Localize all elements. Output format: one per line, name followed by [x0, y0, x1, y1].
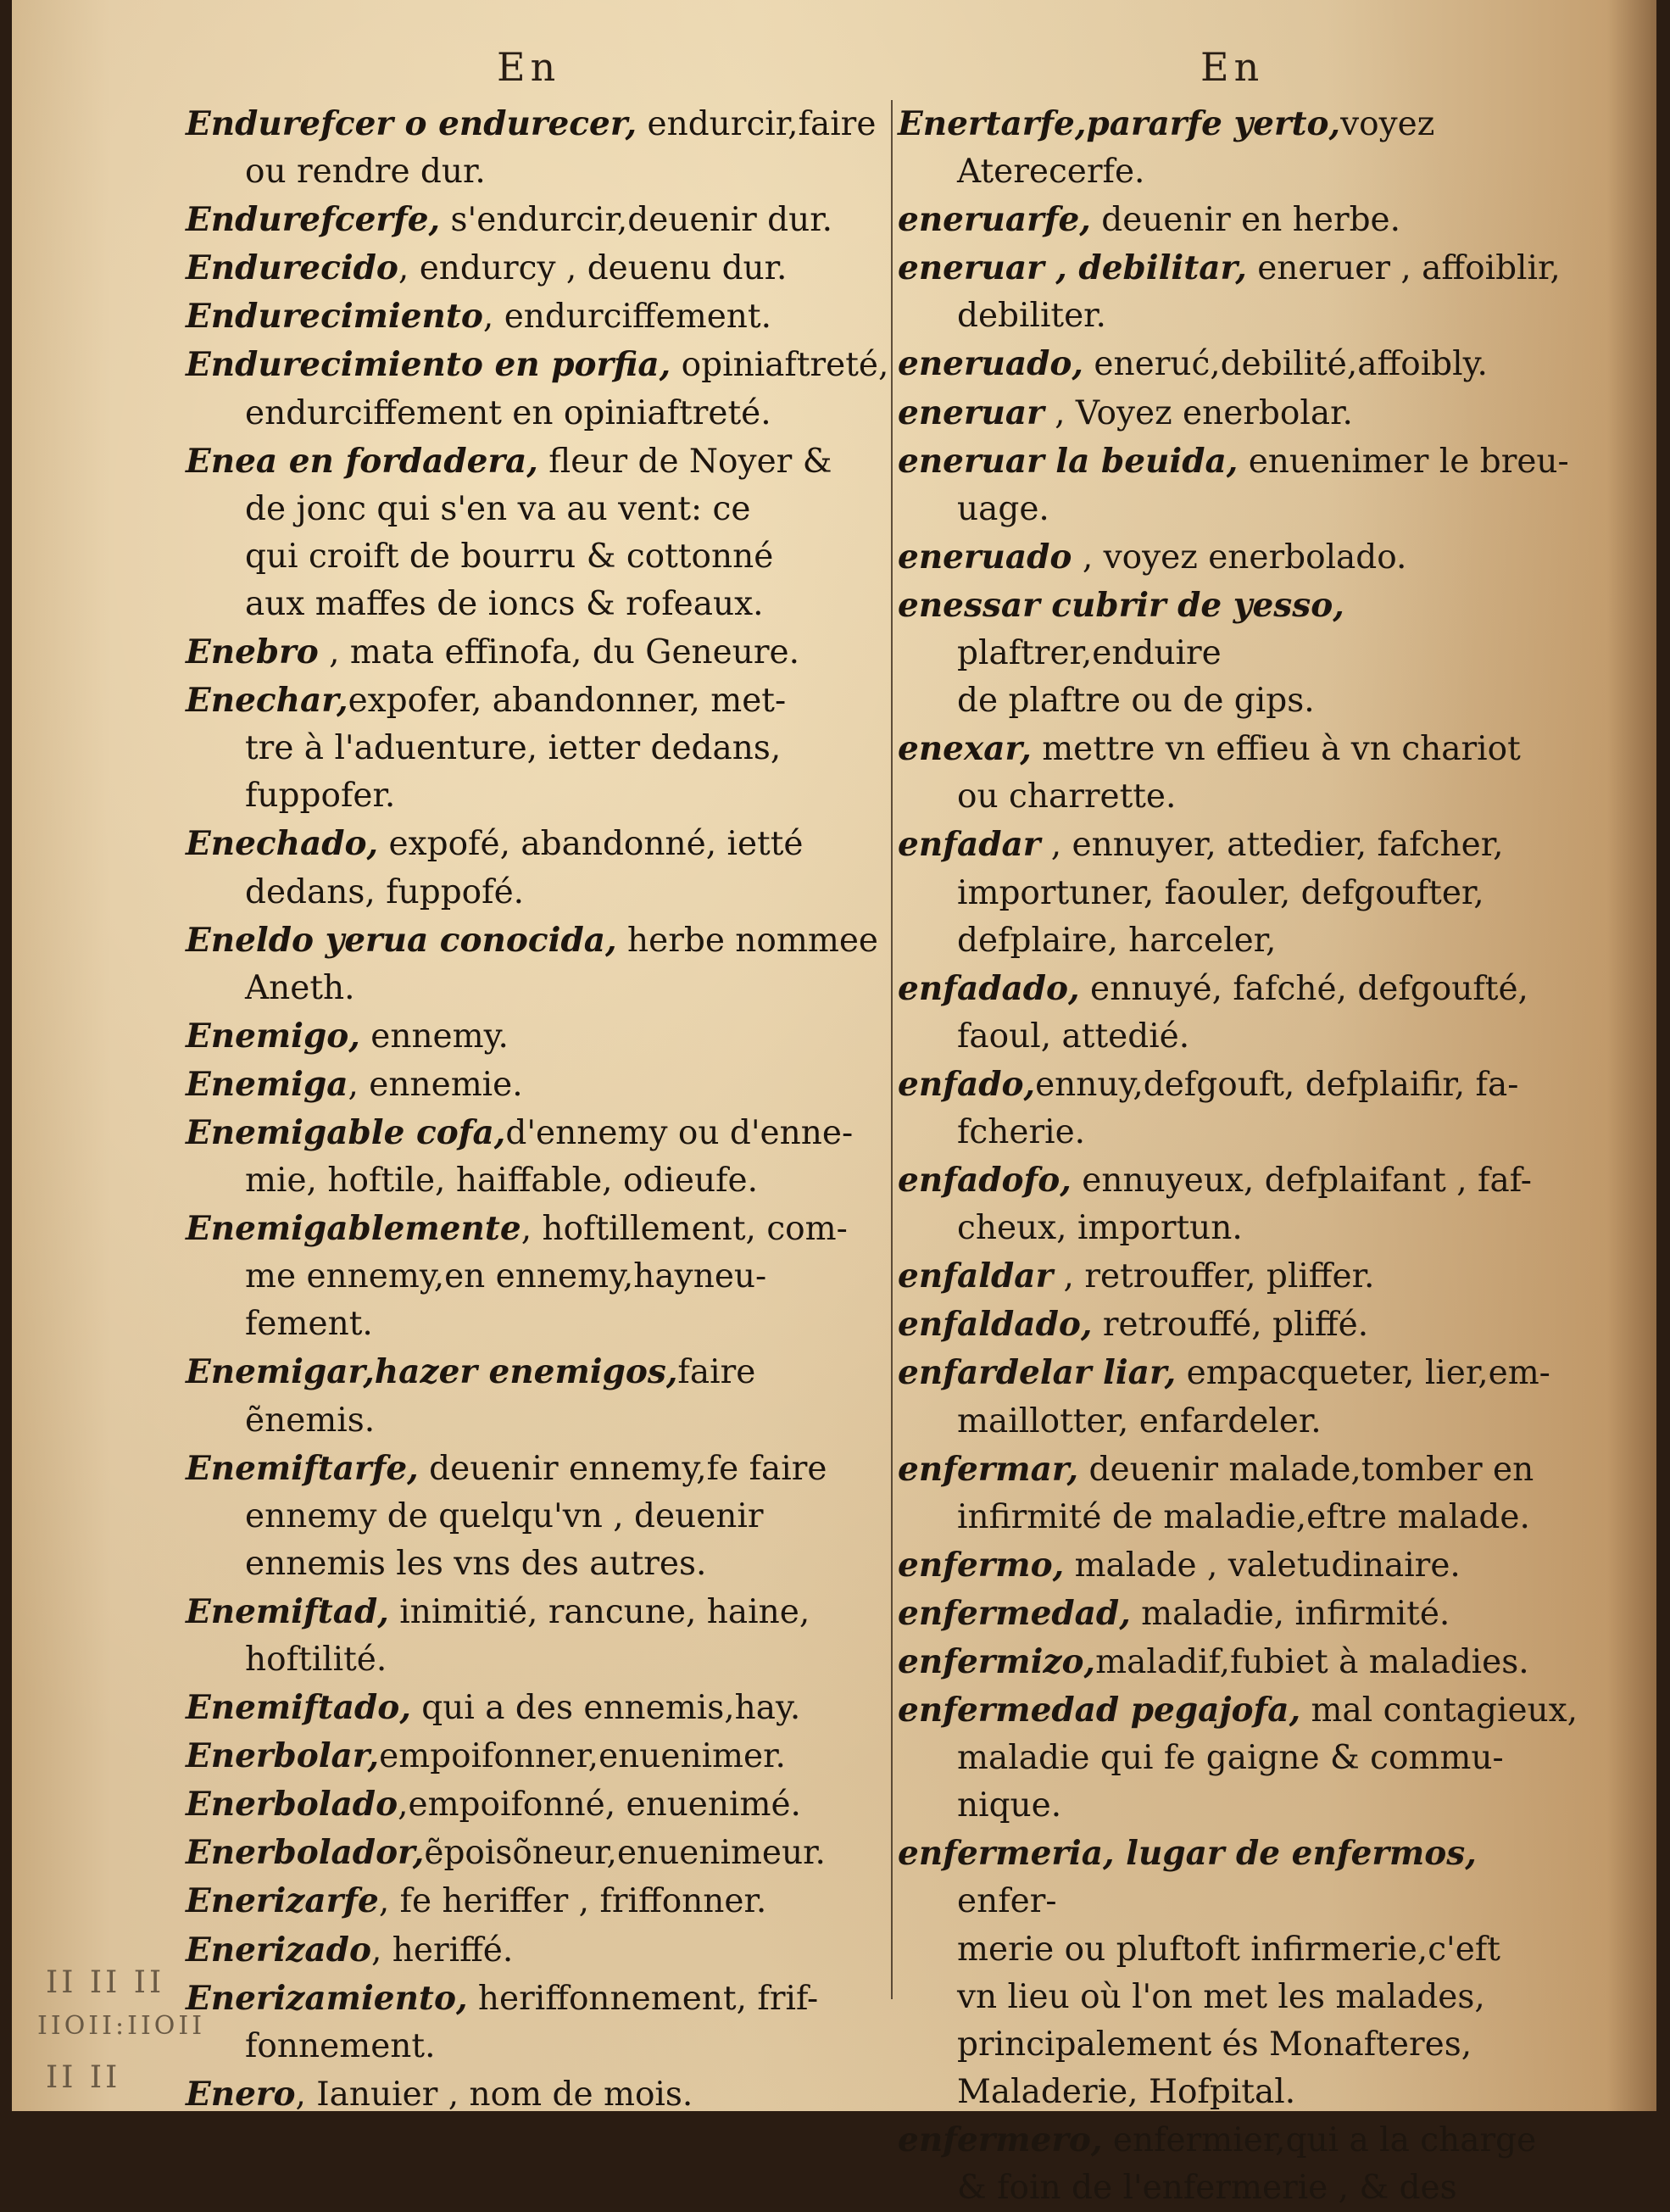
- headword: Endurecimiento en porfia,: [186, 345, 671, 385]
- dictionary-entry: [898, 725, 1584, 821]
- dictionary-entry: [898, 100, 1584, 196]
- definition: expofé, abandonné, ietté: [378, 825, 804, 864]
- dictionary-entry: [898, 1061, 1584, 1156]
- headword: Enemiftarfe,: [186, 1448, 419, 1488]
- dictionary-entry: [186, 917, 889, 1012]
- dictionary-entry: [186, 1012, 889, 1061]
- dictionary-entry: [186, 437, 889, 628]
- definition-continuation: fuppofer.: [245, 777, 396, 816]
- definition-continuation: debiliter.: [957, 297, 1106, 336]
- definition-continuation: ou rendre dur.: [245, 153, 486, 192]
- dictionary-entry: [186, 820, 889, 916]
- definition-continuation: tre à l'aduenture, ietter dedans,: [245, 729, 782, 768]
- definition-continuation: fement.: [245, 1305, 373, 1344]
- margin-mark: II II II: [46, 1965, 165, 2000]
- headword: Enerizamiento,: [186, 1978, 468, 2018]
- running-head-right: En: [1200, 44, 1265, 90]
- right-column: [898, 100, 1584, 2212]
- definition: plaftrer,enduire: [957, 634, 1222, 673]
- definition-continuation: fcherie.: [957, 1112, 1086, 1151]
- dictionary-entry: [186, 677, 889, 820]
- headword: enfermizo,: [898, 1642, 1096, 1681]
- definition: enuenimer le breu-: [1238, 442, 1569, 481]
- headword: eneruar la beuida,: [898, 441, 1239, 481]
- definition-continuation: hoftilité.: [245, 1641, 387, 1679]
- headword: Enemiga: [186, 1064, 348, 1104]
- margin-mark: II II: [46, 2060, 121, 2095]
- headword: Enemiftad,: [186, 1591, 389, 1631]
- definition-continuation: & foin de l'enfermerie , & des: [957, 2169, 1457, 2208]
- headword: enessar cubrir de yesso,: [898, 585, 1344, 625]
- headword: enexar,: [898, 729, 1032, 769]
- definition-continuation: Aneth.: [245, 968, 355, 1007]
- definition-continuation: me ennemy,en ennemy,hayneu-: [245, 1257, 767, 1296]
- definition: faire ẽnemis.: [245, 1353, 756, 1440]
- definition: inimitié, rancune, haine,: [388, 1592, 810, 1631]
- dictionary-entry: [898, 965, 1584, 1061]
- definition: , voyez enerbolado.: [1072, 538, 1407, 577]
- dictionary-entry: [186, 1588, 889, 1684]
- definition: , heriffé.: [370, 1931, 514, 1970]
- headword: enfermar,: [898, 1449, 1079, 1489]
- headword: Enerbolar,: [186, 1736, 380, 1776]
- dictionary-entry: [898, 1252, 1584, 1301]
- headword: Endurefcerfe,: [186, 200, 441, 240]
- definition-continuation: ennemy de quelqu'vn , deuenir: [245, 1496, 764, 1535]
- dictionary-entry: [898, 244, 1584, 340]
- headword: Enechado,: [186, 824, 379, 864]
- definition: , Ianuier , nom de mois.: [295, 2075, 693, 2114]
- definition: ennuyeux, defplaifant , faf-: [1071, 1162, 1532, 1201]
- dictionary-entry: [898, 437, 1584, 533]
- dictionary-entry: [186, 100, 889, 196]
- dictionary-entry: [898, 1349, 1584, 1445]
- definition: retrouffé, pliffé.: [1092, 1306, 1369, 1345]
- headword: Enerizado: [186, 1930, 371, 1970]
- headword: eneruado,: [898, 344, 1084, 384]
- headword: Enerbolador,: [186, 1833, 425, 1873]
- definition: s'endurcir,deuenir dur.: [440, 201, 832, 240]
- definition: empoifonner,enuenimer.: [379, 1737, 786, 1776]
- definition-continuation: qui croift de bourru & cottonné: [245, 537, 774, 576]
- dictionary-entry: [898, 1156, 1584, 1252]
- headword: enfadar: [898, 825, 1041, 865]
- dictionary-entry: [898, 1830, 1584, 2116]
- definition-continuation: aux maffes de ioncs & rofeaux.: [245, 584, 764, 623]
- definition-continuation: ennemis les vns des autres.: [245, 1544, 707, 1583]
- headword: enfaldado,: [898, 1305, 1093, 1345]
- dictionary-entry: [898, 1686, 1584, 1830]
- headword: Endurefcer o endurecer,: [186, 104, 637, 143]
- definition-continuation: merie ou pluftoft infirmerie,c'eft: [957, 1930, 1500, 1969]
- definition: ennuy,defgouft, defplaifir, fa-: [1035, 1065, 1519, 1104]
- definition-continuation: maillotter, enfardeler.: [957, 1401, 1322, 1440]
- definition-continuation: importuner, faouler, defgoufter,: [957, 873, 1484, 912]
- definition-continuation: maladie qui fe gaigne & commu-: [957, 1739, 1504, 1778]
- definition: mettre vn effieu à vn chariot: [1031, 730, 1521, 769]
- definition-continuation: nique.: [957, 1786, 1062, 1825]
- headword: Enerizarfe: [186, 1881, 379, 1921]
- dictionary-entry: [898, 196, 1584, 244]
- definition: expofer, abandonner, met-: [348, 682, 787, 721]
- definition: , Voyez enerbolar.: [1044, 393, 1353, 432]
- headword: Enemigablemente: [186, 1209, 521, 1249]
- definition: mal contagieux,: [1300, 1691, 1578, 1730]
- dictionary-entry: [898, 1301, 1584, 1349]
- definition: malade , valetudinaire.: [1064, 1546, 1461, 1585]
- definition: heriffonnement, frif-: [467, 1979, 819, 2018]
- definition: deuenir en herbe.: [1090, 201, 1401, 240]
- dictionary-entry: [186, 1732, 889, 1780]
- headword: Enebro: [186, 632, 319, 672]
- definition: endurcir,faire: [637, 105, 877, 143]
- dictionary-entry: [186, 1829, 889, 1877]
- definition: , retrouffer, pliffer.: [1053, 1257, 1375, 1296]
- dictionary-entry: [186, 244, 889, 293]
- definition-continuation: cheux, importun.: [957, 1209, 1243, 1248]
- definition-continuation: principalement és Monafteres,: [957, 2025, 1472, 2064]
- definition: maladif,fubiet à maladies.: [1095, 1643, 1529, 1681]
- definition: voyez Aterecerfe.: [957, 105, 1435, 192]
- definition: empacqueter, lier,em-: [1176, 1354, 1550, 1393]
- definition-continuation: fonnement.: [245, 2026, 436, 2065]
- definition: qui a des ennemis,hay.: [410, 1689, 801, 1728]
- definition: maladie, infirmité.: [1130, 1594, 1450, 1633]
- left-column: [186, 100, 889, 2119]
- definition: , mata effinofa, du Geneure.: [318, 633, 799, 672]
- headword: Enemigar,hazer enemigos,: [186, 1352, 678, 1392]
- dictionary-entry: [186, 293, 889, 341]
- headword: Enemigable cofa,: [186, 1112, 506, 1152]
- definition: , ennemie.: [348, 1065, 523, 1104]
- definition: fleur de Noyer &: [537, 442, 832, 481]
- dictionary-entry: [186, 1061, 889, 1109]
- margin-mark: IIOII:IIOII: [37, 2011, 206, 2041]
- dictionary-entry: [898, 1541, 1584, 1590]
- dictionary-entry: [898, 582, 1584, 725]
- dictionary-entry: [186, 1205, 889, 1348]
- headword: enfaldar: [898, 1256, 1054, 1296]
- headword: enfado,: [898, 1064, 1036, 1104]
- dictionary-entry: [898, 821, 1584, 964]
- headword: enfermero,: [898, 2120, 1103, 2159]
- dictionary-entry: [186, 1348, 889, 1444]
- headword: Enertarfe,pararfe yerto,: [898, 104, 1341, 143]
- definition-continuation: uage.: [957, 489, 1049, 528]
- definition: deuenir malade,tomber en: [1078, 1450, 1534, 1489]
- definition-continuation: mie, hoftile, haiffable, odieufe.: [245, 1162, 758, 1201]
- definition: ennemy.: [359, 1017, 509, 1056]
- book-page: [12, 0, 1656, 2208]
- headword: Enemiftado,: [186, 1688, 411, 1728]
- dictionary-entry: [898, 1446, 1584, 1541]
- definition: ennuyé, fafché, defgoufté,: [1079, 969, 1528, 1008]
- definition: d'ennemy ou d'enne-: [505, 1113, 854, 1152]
- definition-continuation: infirmité de maladie,eftre malade.: [957, 1497, 1530, 1536]
- headword: eneruar , debilitar,: [898, 248, 1247, 288]
- dictionary-entry: [186, 196, 889, 244]
- dictionary-entry: [186, 1975, 889, 2070]
- definition: ẽpoisõneur,enuenimeur.: [424, 1834, 826, 1873]
- headword: Enea en fordadera,: [186, 441, 538, 481]
- definition: enfer-: [957, 1882, 1057, 1921]
- dictionary-entry: [186, 1877, 889, 1925]
- dictionary-entry: [186, 628, 889, 677]
- headword: Enemigo,: [186, 1016, 360, 1056]
- dictionary-entry: [898, 533, 1584, 582]
- running-head-left: En: [497, 44, 561, 90]
- definition: , hoftillement, com-: [520, 1210, 848, 1249]
- dictionary-entry: [898, 2116, 1584, 2212]
- definition-continuation: dedans, fuppofé.: [245, 872, 525, 911]
- definition-continuation: Maladerie, Hofpital.: [957, 2072, 1296, 2111]
- headword: Enechar,: [186, 681, 348, 721]
- headword: enfermedad pegajofa,: [898, 1691, 1301, 1730]
- definition: ,empoifonné, enuenimé.: [398, 1786, 801, 1825]
- definition-continuation: defplaire, harceler,: [957, 921, 1277, 960]
- headword: enfadado,: [898, 968, 1080, 1008]
- definition: , ennuyer, attedier, fafcher,: [1040, 826, 1504, 865]
- definition: deuenir ennemy,fe faire: [418, 1449, 827, 1488]
- headword: Enerbolado: [186, 1785, 398, 1825]
- dictionary-entry: [898, 1590, 1584, 1638]
- dictionary-entry: [898, 389, 1584, 437]
- definition: , endurcy , deuenu dur.: [398, 249, 788, 288]
- headword: enfadofo,: [898, 1161, 1072, 1201]
- dictionary-entry: [186, 1109, 889, 1205]
- dictionary-entry: [898, 1638, 1584, 1686]
- dictionary-entry: [186, 341, 889, 437]
- headword: Endurecido: [186, 248, 398, 288]
- headword: enfermo,: [898, 1545, 1065, 1585]
- definition-continuation: de jonc qui s'en va au vent: ce: [245, 489, 751, 528]
- headword: enfardelar liar,: [898, 1353, 1177, 1393]
- dictionary-entry: [898, 340, 1584, 388]
- definition-continuation: faoul, attedié.: [957, 1017, 1190, 1056]
- definition: , endurciffement.: [482, 298, 771, 337]
- dictionary-entry: [186, 2070, 889, 2119]
- definition-continuation: de plaftre ou de gips.: [957, 682, 1315, 721]
- definition-continuation: vn lieu où l'on met les malades,: [957, 1977, 1485, 2016]
- dictionary-entry: [186, 1684, 889, 1732]
- definition-continuation: endurciffement en opiniaftreté.: [245, 393, 771, 432]
- headword: eneruar: [898, 393, 1044, 432]
- definition: enfermier,qui a la charge: [1102, 2120, 1537, 2159]
- headword: eneruado: [898, 537, 1072, 577]
- headword: enfermeria, lugar de enfermos,: [898, 1834, 1477, 1874]
- definition: eneruć,debilité,affoibly.: [1083, 345, 1488, 384]
- dictionary-entry: [186, 1445, 889, 1588]
- definition: herbe nommee: [616, 921, 879, 960]
- dictionary-entry: [186, 1926, 889, 1975]
- definition-continuation: ou charrette.: [957, 777, 1177, 816]
- column-rule: [891, 100, 893, 1999]
- definition: eneruer , affoiblir,: [1246, 249, 1561, 288]
- headword: eneruarfe,: [898, 200, 1091, 240]
- headword: Eneldo yerua conocida,: [186, 920, 617, 960]
- definition: , fe heriffer , friffonner.: [378, 1882, 767, 1921]
- dictionary-entry: [186, 1780, 889, 1829]
- headword: Endurecimiento: [186, 297, 483, 337]
- headword: Enero: [186, 2074, 296, 2114]
- definition: opiniaftreté,: [671, 346, 889, 385]
- headword: enfermedad,: [898, 1593, 1131, 1633]
